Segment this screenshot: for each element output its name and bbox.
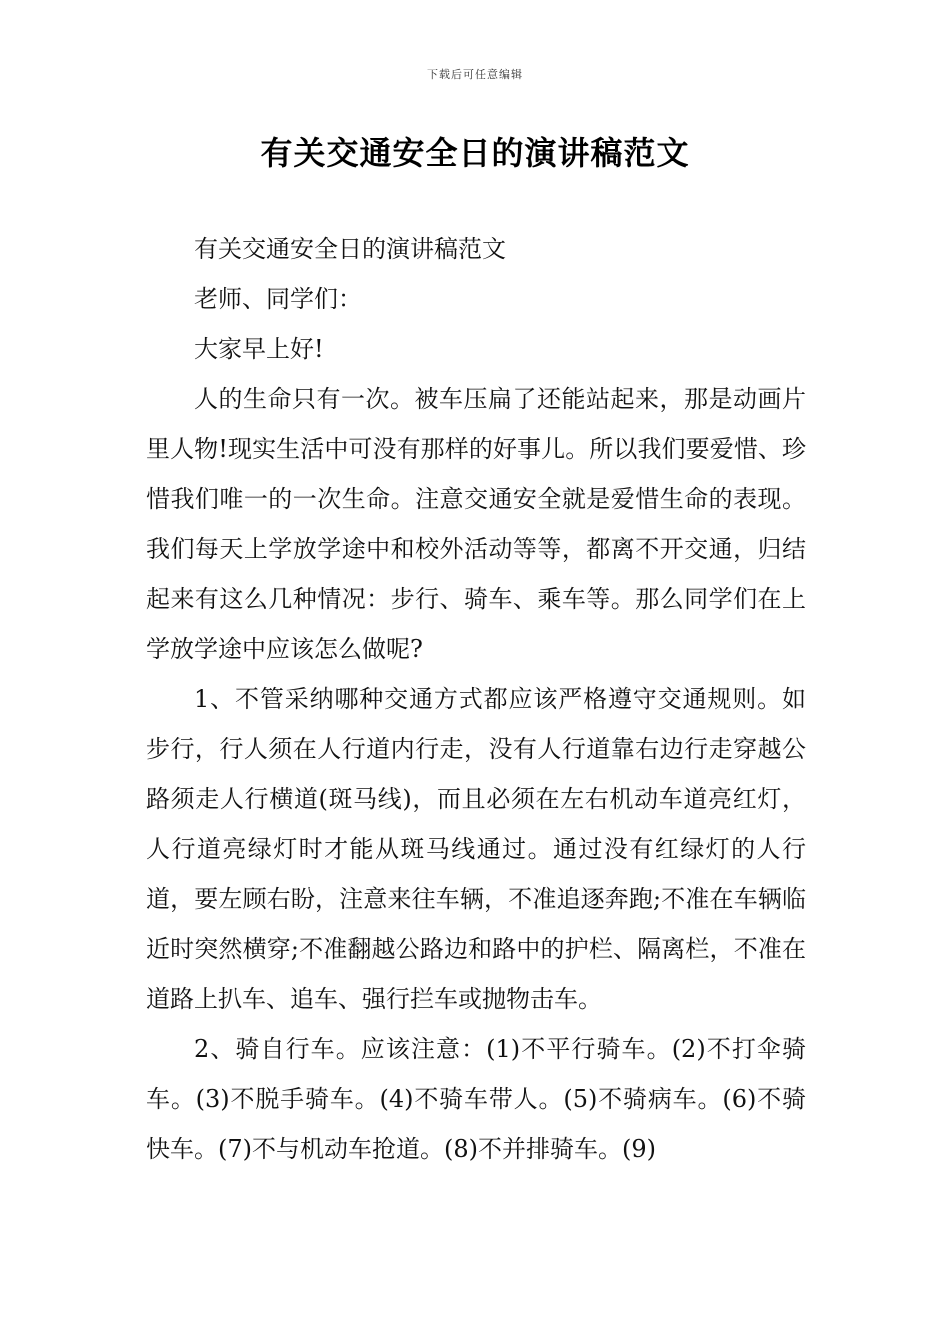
header-note: 下载后可任意编辑 [427, 68, 523, 81]
document-title: 有关交通安全日的演讲稿范文 [260, 134, 690, 172]
paragraph-point-2: 2、骑自行车。应该注意：(1)不平行骑车。(2)不打伞骑车。(3)不脱手骑车。(4)不骑车带人。(5)不骑病车。(6)不骑快车。(7)不与机动车抢道。(8)不并排骑车。(9) [146, 1035, 806, 1163]
paragraph-subtitle: 有关交通安全日的演讲稿范文 [194, 235, 506, 263]
paragraph-salutation: 老师、同学们： [194, 285, 362, 313]
paragraph-greeting: 大家早上好! [194, 335, 324, 363]
paragraph-point-1: 1、不管采纳哪种交通方式都应该严格遵守交通规则。如步行，行人须在人行道内行走，没有人行道靠右边行走穿越公路须走人行横道(斑马线)，而且必须在左右机动车道亮红灯，人行道亮绿灯时才能从斑马线通过。通过没有红绿灯的人行道，要左顾右盼，注意来往车辆，不准追逐奔跑;不准在车辆临近时突然横穿;不准翻越公路边和路中的护栏、隔离栏，不准在道路上扒车、追车、强行拦车或抛物击车。 [146, 685, 806, 1013]
document-body [146, 224, 806, 1174]
paragraph-intro: 人的生命只有一次。被车压扁了还能站起来，那是动画片里人物!现实生活中可没有那样的好事儿。所以我们要爱惜、珍惜我们唯一的一次生命。注意交通安全就是爱惜生命的表现。我们每天上学放学途中和校外活动等等，都离不开交通，归结起来有这么几种情况：步行、骑车、乘车等。那么同学们在上学放学途中应该怎么做呢? [146, 385, 806, 663]
